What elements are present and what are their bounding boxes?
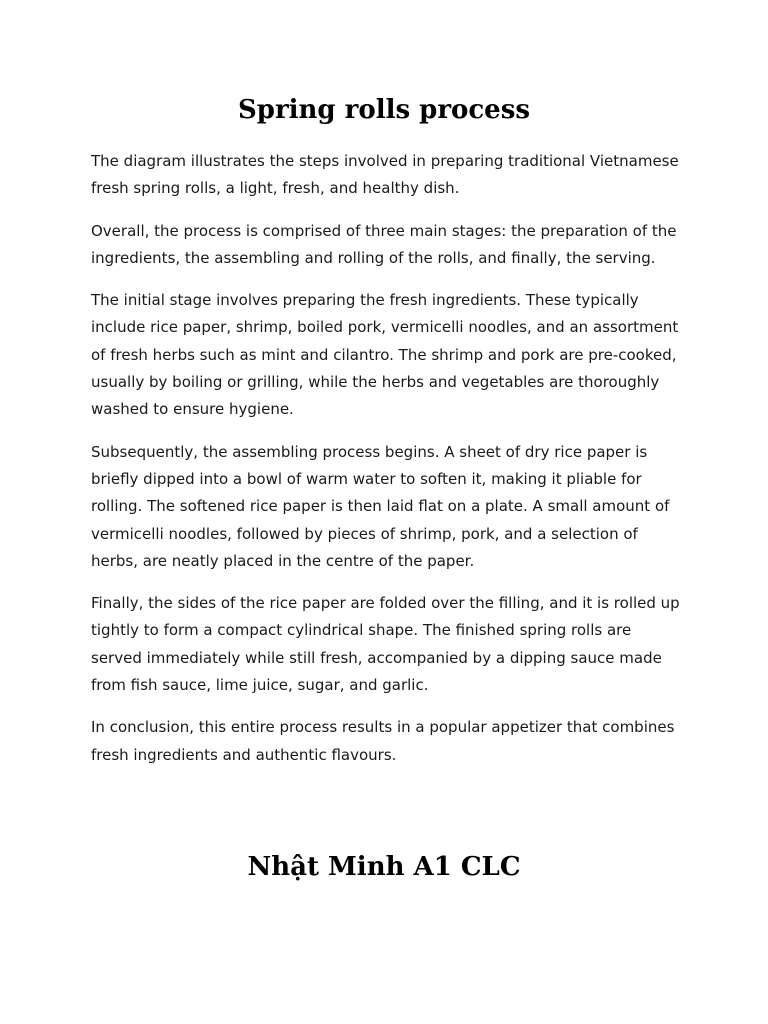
author-signature: Nhật Minh A1 CLC <box>247 852 521 882</box>
document-body <box>91 148 683 784</box>
paragraph-preparation: The initial stage involves preparing the fresh ingredients. These typically include rice paper, shrimp, boiled pork, vermicelli noodles, and an assortment of fresh herbs such as mint and cilantro. The shrimp and pork are pre-cooked, usually by boiling or grilling, while the herbs and vegetables are thoroughly washed to ensure hygiene. <box>91 291 679 419</box>
paragraph-introduction: The diagram illustrates the steps involved in preparing traditional Vietnamese fresh spring rolls, a light, fresh, and healthy dish. <box>91 152 679 198</box>
paragraph-serving: Finally, the sides of the rice paper are folded over the filling, and it is rolled up tightly to form a compact cylindrical shape. The finished spring rolls are served immediately while still fresh, accompanied by a dipping sauce made from fish sauce, lime juice, sugar, and garlic. <box>91 594 680 695</box>
paragraph-assembling: Subsequently, the assembling process begins. A sheet of dry rice paper is briefly dipped into a bowl of warm water to soften it, making it pliable for rolling. The softened rice paper is then laid flat on a plate. A small amount of vermicelli noodles, followed by pieces of shrimp, pork, and a selection of herbs, are neatly placed in the centre of the paper. <box>91 442 670 570</box>
paragraph-conclusion: In conclusion, this entire process results in a popular appetizer that combines fresh ingredients and authentic flavours. <box>91 718 675 764</box>
document-title: Spring rolls process <box>237 95 531 125</box>
paragraph-overview: Overall, the process is comprised of three main stages: the preparation of the ingredients, the assembling and rolling of the rolls, and finally, the serving. <box>91 221 677 267</box>
